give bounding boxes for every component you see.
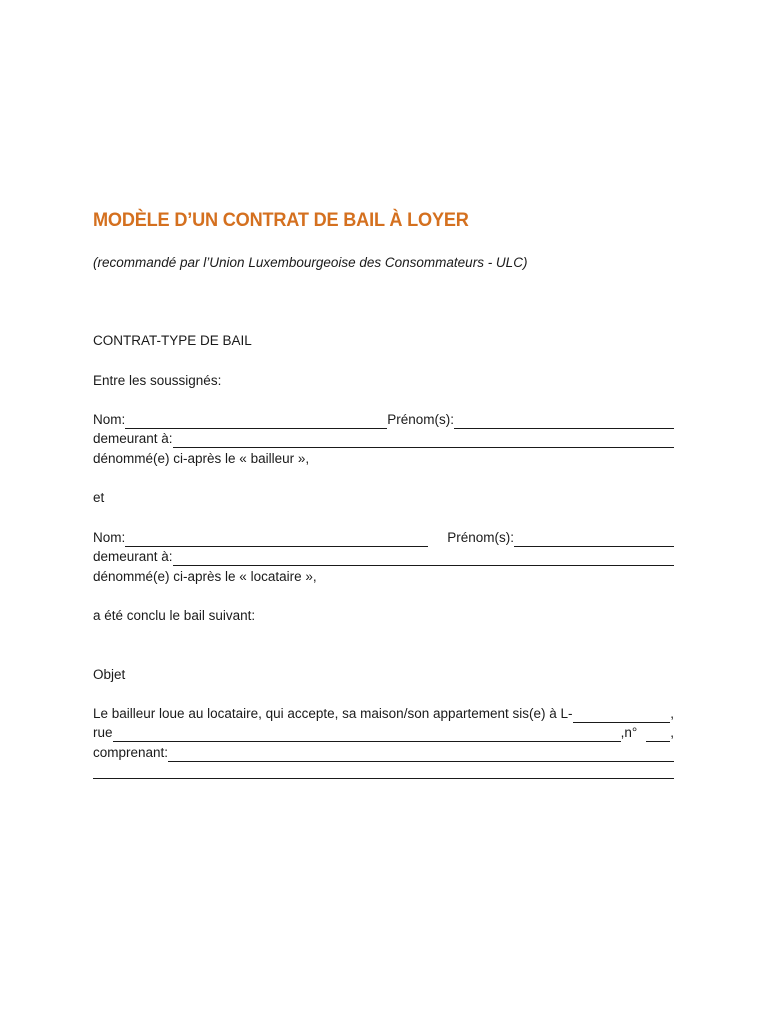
party2-demeurant-field[interactable] <box>173 551 674 566</box>
party2-prenom-field[interactable] <box>514 532 674 547</box>
party1-nom-label: Nom: <box>93 412 126 427</box>
party1-demeurant-field[interactable] <box>173 433 674 448</box>
objet-comprenant-label: comprenant: <box>93 745 169 760</box>
and-text: et <box>93 490 105 505</box>
objet-rue-field[interactable] <box>113 727 621 742</box>
objet-rue-label: rue <box>93 725 113 740</box>
section-objet-heading: Objet <box>93 667 126 682</box>
objet-line1-text: Le bailleur loue au locataire, qui accepte, sa maison/son appartement sis(e) à L- <box>93 706 573 721</box>
objet-no-field[interactable] <box>646 727 670 742</box>
objet-comprenant-field[interactable] <box>168 747 674 762</box>
conclusion-text: a été conclu le bail suivant: <box>93 608 256 623</box>
party2-name-row <box>93 529 674 547</box>
party1-nom-field[interactable] <box>125 414 387 429</box>
objet-line1-end: , <box>670 706 674 721</box>
contract-heading: CONTRAT-TYPE DE BAIL <box>93 333 252 348</box>
party2-prenom-label: Prénom(s): <box>447 530 515 545</box>
document-title: MODÈLE D’UN CONTRAT DE BAIL À LOYER <box>93 209 469 231</box>
party2-role: dénommé(e) ci-après le « locataire », <box>93 569 317 584</box>
objet-row-3 <box>93 744 674 762</box>
party1-demeurant-label: demeurant à: <box>93 431 173 446</box>
party1-address-row <box>93 430 674 448</box>
party1-prenom-label: Prénom(s): <box>387 412 455 427</box>
objet-no-label: ,n° <box>620 725 638 740</box>
party1-name-row <box>93 411 674 429</box>
party2-demeurant-label: demeurant à: <box>93 549 173 564</box>
document-subtitle: (recommandé par l’Union Luxembourgeoise des Consommateurs - ULC) <box>93 255 528 270</box>
objet-extra-line[interactable] <box>93 778 674 779</box>
party1-prenom-field[interactable] <box>454 414 674 429</box>
objet-row-1 <box>93 705 674 723</box>
objet-locality-field[interactable] <box>573 708 671 723</box>
objet-row-2 <box>93 724 674 742</box>
objet-line2-end: , <box>670 725 674 740</box>
intro-text: Entre les soussignés: <box>93 373 222 388</box>
party2-nom-label: Nom: <box>93 530 126 545</box>
party1-role: dénommé(e) ci-après le « bailleur », <box>93 451 310 466</box>
party2-address-row <box>93 548 674 566</box>
party2-nom-field[interactable] <box>125 532 428 547</box>
